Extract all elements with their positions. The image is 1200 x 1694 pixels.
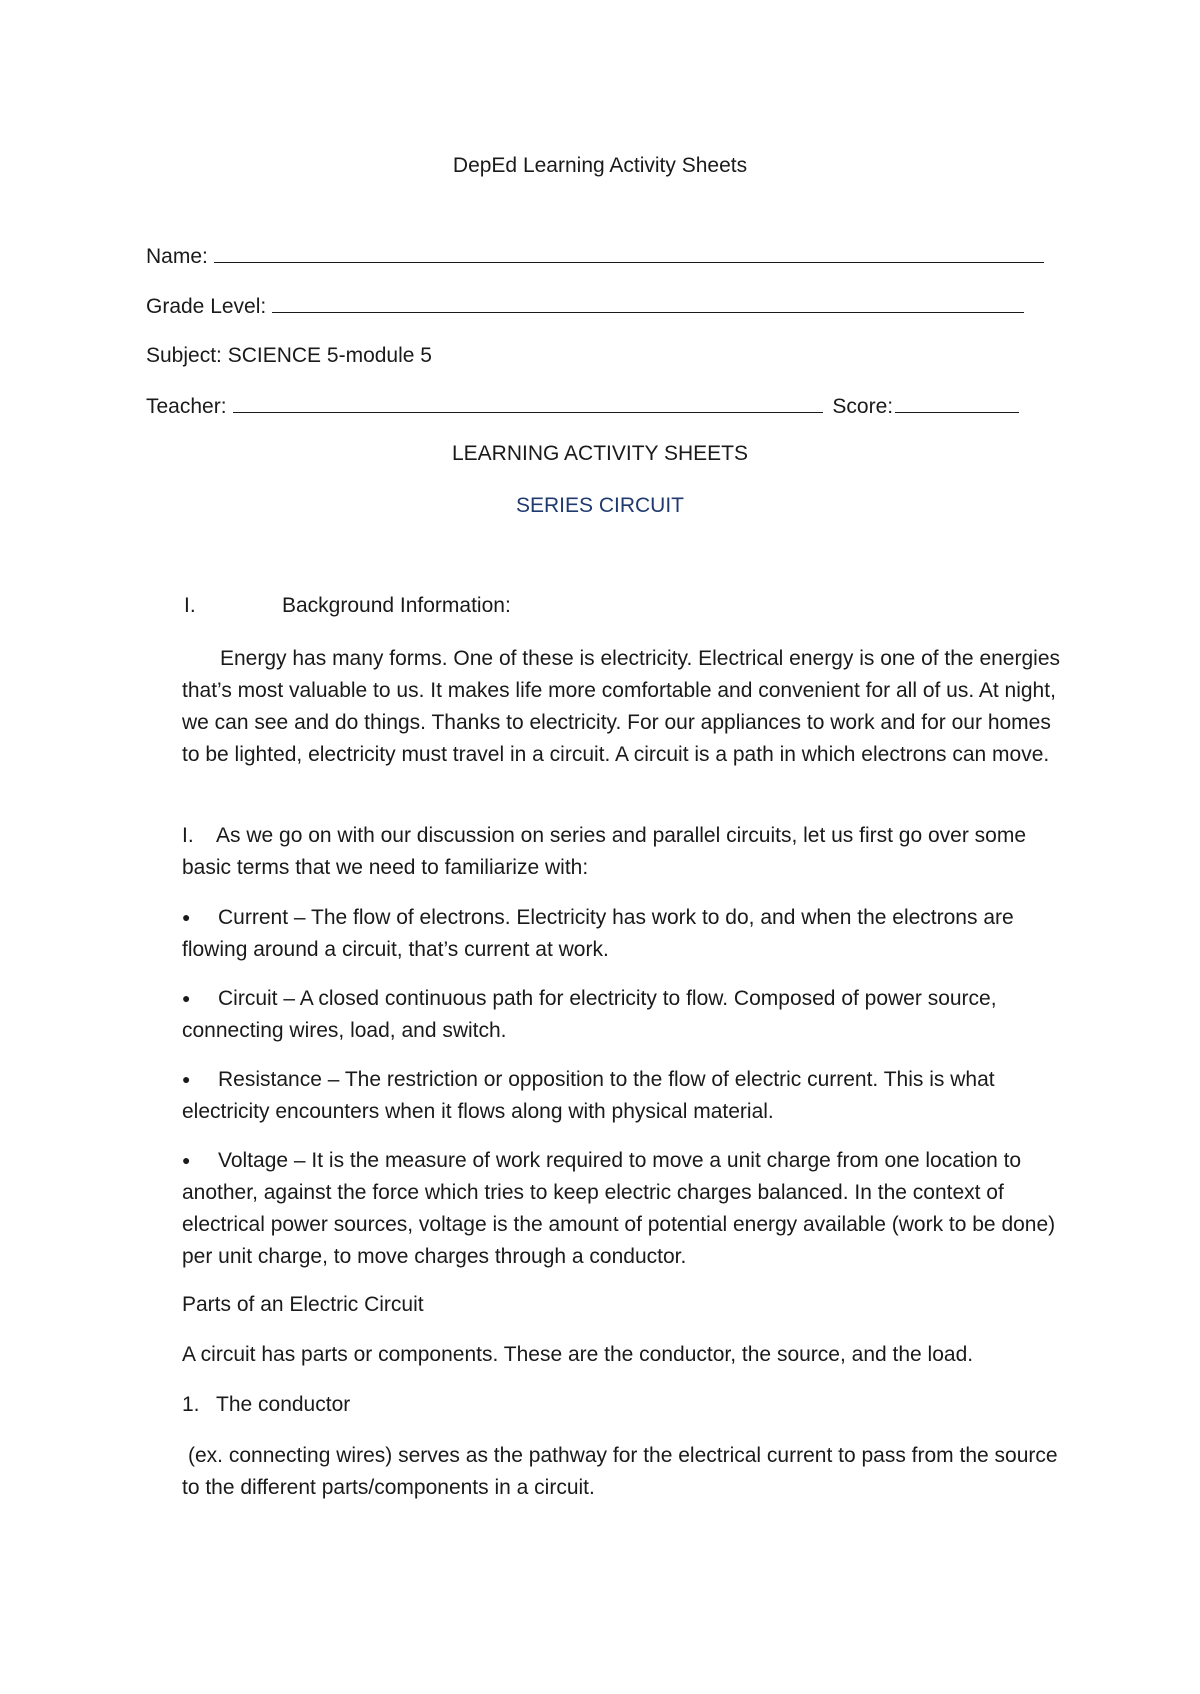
score-blank-line[interactable] (895, 394, 1019, 413)
parts-intro: A circuit has parts or components. These are the conductor, the source, and the load. (182, 1343, 974, 1366)
name-blank-line[interactable] (214, 244, 1044, 263)
term-circuit (182, 982, 1062, 1047)
part-1-description-text: (ex. connecting wires) serves as the pathway for the electrical current to pass from the source to the different parts/components in a circuit. (182, 1444, 1058, 1499)
term-voltage (182, 1144, 1062, 1273)
sheet-title: LEARNING ACTIVITY SHEETS (451, 442, 749, 465)
term-voltage-text: Voltage – It is the measure of work required to move a unit charge from one location to another, against the force which tries to keep electric charges balanced. In the context of electrical power sources, voltage is the amount of potential energy available (work to be done) per unit charge, to move charges through a conductor. (182, 1149, 1056, 1268)
name-label: Name: (146, 245, 208, 268)
section-2-intro (182, 820, 1062, 884)
subject-text: Subject: SCIENCE 5-module 5 (146, 344, 432, 367)
grade-level-field (146, 294, 1024, 319)
topic-heading: SERIES CIRCUIT (515, 494, 685, 517)
part-1-title: The conductor (216, 1393, 351, 1416)
section-2-intro-text: As we go on with our discussion on series and parallel circuits, let us first go over some basic terms that we need to familiarize with: (182, 824, 1027, 879)
score-label: Score: (832, 395, 894, 418)
bullet-icon: ● (182, 909, 191, 925)
term-circuit-text: Circuit – A closed continuous path for electricity to flow. Composed of power source, connecting wires, load, and switch. (182, 987, 997, 1042)
parts-heading: Parts of an Electric Circuit (182, 1293, 424, 1316)
name-field (146, 244, 1044, 269)
part-1-heading (182, 1389, 1062, 1421)
part-1-description (182, 1440, 1062, 1504)
teacher-label: Teacher: (146, 395, 227, 418)
section-1-number: I. (184, 594, 196, 617)
subject-field (146, 344, 432, 368)
teacher-score-field (146, 394, 1019, 419)
section-1-heading (184, 590, 1064, 622)
term-current-text: Current – The flow of electrons. Electricity has work to do, and when the electrons are flowing around a circuit, that’s current at work. (182, 906, 1014, 961)
grade-level-blank-line[interactable] (272, 294, 1024, 313)
term-resistance (182, 1063, 1062, 1128)
document-title: DepEd Learning Activity Sheets (452, 154, 748, 177)
background-paragraph-text: Energy has many forms. One of these is electricity. Electrical energy is one of the energies that’s most valuable to us. It makes life more comfortable and convenient for all of us. At night, we can see and do things. Thanks to electricity. For our appliances to work and for our homes to be lighted, electricity must travel in a circuit. A circuit is a path in which electrons can move. (182, 647, 1060, 766)
teacher-blank-line[interactable] (233, 394, 823, 413)
bullet-icon: ● (182, 990, 191, 1006)
part-1-number: 1. (182, 1393, 200, 1416)
section-1-title: Background Information: (282, 594, 511, 617)
grade-level-label: Grade Level: (146, 295, 267, 318)
term-current (182, 901, 1062, 966)
section-2-number: I. (182, 824, 194, 847)
bullet-icon: ● (182, 1071, 191, 1087)
term-resistance-text: Resistance – The restriction or opposition to the flow of electric current. This is what electricity encounters when it flows along with physical material. (182, 1068, 995, 1123)
bullet-icon: ● (182, 1152, 191, 1168)
background-paragraph (182, 643, 1062, 771)
